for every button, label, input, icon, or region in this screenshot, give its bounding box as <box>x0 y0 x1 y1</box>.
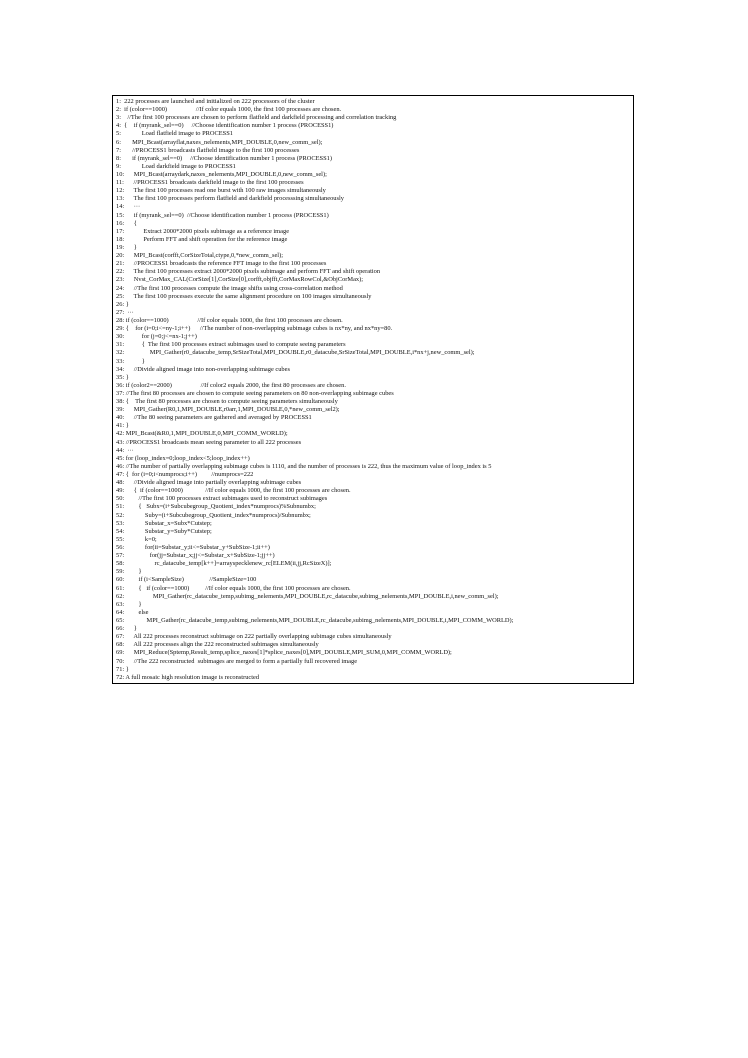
code-line: 57: for(jj=Substar_x;jj<=Substar_x+SubSize-1;jj++) <box>116 552 275 560</box>
code-line: 10: MPI_Bcast(arraydark,naxes_nelements,MPI_DOUBLE,0,new_comm_sel); <box>116 170 327 178</box>
code-line: 70: //The 222 reconstructed subimages are merged to form a partially full recovered image <box>116 657 358 665</box>
code-line: 40: //The 80 seeing parameters are gathered and averaged by PROCESS1 <box>116 414 312 422</box>
code-line: 14: ··· <box>116 203 141 211</box>
code-line: 59: } <box>116 568 142 576</box>
code-line: 58: rc_datacube_temp[k++]=arrayspecklenew_rc[ELEM(ii,jj,RcSizeX)]; <box>116 560 332 568</box>
code-line: 66: } <box>116 625 137 633</box>
code-line: 1: 222 processes are launched and initialized on 222 processors of the cluster <box>116 98 315 105</box>
code-line: 27: ··· <box>116 308 134 316</box>
code-line: 36: if (color2==2000) //If color2 equals 2000, the first 80 processes are chosen. <box>116 381 346 389</box>
code-line: 62: MPI_Gather(rc_datacube_temp,subimg_nelements,MPI_DOUBLE,rc_datacube,subimg_nelements,MPI_DOUBLE,i,new_comm_sel); <box>116 592 499 600</box>
code-line: 21: //PROCESS1 broadcasts the reference FFT image to the first 100 processes <box>116 260 327 268</box>
code-line: 64: else <box>116 608 149 616</box>
code-line: 33: } <box>116 357 145 365</box>
code-line: 34: //Divide aligned image into non-overlapping subimage cubes <box>116 365 290 373</box>
code-line: 39: MPI_Gather(R0,1,MPI_DOUBLE,r0arr,1,MPI_DOUBLE,0,*new_comm_sel2); <box>116 406 340 414</box>
code-line: 72: A full mosaic high resolution image is reconstructed <box>116 673 260 681</box>
code-line: 5: Load flatfield image to PROCESS1 <box>116 130 233 138</box>
code-line: 71: } <box>116 665 129 673</box>
code-line: 63: } <box>116 600 142 608</box>
code-line: 8: if (myrank_sel==0) //Choose identification number 1 process (PROCESS1) <box>116 154 332 162</box>
code-line: 28: if (color==1000) //If color equals 1000, the first 100 processes are chosen. <box>116 316 343 324</box>
code-line: 18: Perform FFT and shift operation for the reference image <box>116 235 288 243</box>
code-line: 44: ··· <box>116 446 134 454</box>
code-line: 51: { Subx=(i+Subcubegroup_Quotient_index*numprocs)%Subnumbx; <box>116 503 316 511</box>
code-line: 53: Substar_x=Subx*Cutstep; <box>116 519 212 527</box>
code-line: 15: if (myrank_sel==0) //Choose identification number 1 process (PROCESS1) <box>116 211 329 219</box>
code-line: 12: The first 100 processes read one burst with 100 raw images simultaneously <box>116 187 326 195</box>
code-line: 24: //The first 100 processes compute the image shifts using cross-correlation method <box>116 284 343 292</box>
code-line: 37: //The first 80 processes are chosen to compute seeing parameters on 80 non-overlapping subimage cubes <box>116 389 394 397</box>
code-line: 9: Load darkfield image to PROCESS1 <box>116 162 236 170</box>
code-line: 26: } <box>116 300 129 308</box>
code-line: 19: } <box>116 243 137 251</box>
algorithm-code-box <box>112 95 634 684</box>
code-line: 69: MPI_Reduce(Sptemp,Result_temp,splice_naxes[1]*splice_naxes[0],MPI_DOUBLE,MPI_SUM,0,MPI_COMM_WORLD); <box>116 649 452 657</box>
code-line: 48: //Divide aligned image into partially overlapping subimage cubes <box>116 479 302 487</box>
code-line: 50: //The first 100 processes extract subimages used to reconstruct subimages <box>116 495 328 503</box>
code-line: 3: //The first 100 processes are chosen to perform flatfield and darkfield processing and correlation tracking <box>116 114 397 122</box>
code-line: 43: //PROCESS1 broadcasts mean seeing parameter to all 222 processes <box>116 438 302 446</box>
code-line: 55: k=0; <box>116 535 157 543</box>
code-line: 6: MPI_Bcast(arrayflat,naxes_nelements,MPI_DOUBLE,0,new_comm_sel); <box>116 138 323 146</box>
code-line: 23: Nvst_CorMax_CAL(CorSize[1],CorSize[0],corfft,objfft,CorMaxRowCol,&ObjCorMax); <box>116 276 364 284</box>
code-line: 47: { for (i=0;i<numprocs;i++) //numprocs=222 <box>116 471 254 479</box>
code-line: 41: } <box>116 422 129 430</box>
code-line: 67: All 222 processes reconstruct subimage on 222 partially overlapping subimage cubes simultaneously <box>116 633 392 641</box>
code-line: 54: Substar_y=Suby*Cutstep; <box>116 527 212 535</box>
code-line: 42: MPI_Bcast(&R0,1,MPI_DOUBLE,0,MPI_COMM_WORLD); <box>116 430 288 438</box>
code-line: 56: for(ii=Substar_y;ii<=Substar_y+SubSize-1;ii++) <box>116 544 270 552</box>
code-line: 17: Extract 2000*2000 pixels subimage as a reference image <box>116 227 290 235</box>
code-line: 32: MPI_Gather(r0_datacube_temp,SrSizeTotal,MPI_DOUBLE,r0_datacube,SrSizeTotal,MPI_DOUBLE,i*nx+j,new_comm_sel); <box>116 349 475 357</box>
code-line: 20: MPI_Bcast(corfft,CorSizeTotal,ctype,0,*new_comm_sel); <box>116 252 283 260</box>
code-line: 30: for (j=0;j<=nx-1;j++) <box>116 333 197 341</box>
code-line: 13: The first 100 processes perform flatfield and darkfield processsing simultaneously <box>116 195 344 203</box>
code-line: 31: { The first 100 processes extract subimages used to compute seeing parameters <box>116 341 346 349</box>
code-line: 60: if (i<SampleSize) //SampleSize=100 <box>116 576 257 584</box>
code-line: 65: MPI_Gather(rc_datacube_temp,subimg_nelements,MPI_DOUBLE,rc_datacube,subimg_nelements,MPI_DOUBLE,i,MPI_COMM_WORLD); <box>116 617 514 624</box>
code-line: 11: //PROCESS1 broadcasts darkfield image to the first 100 processes <box>116 179 304 187</box>
code-line: 4: { if (myrank_sel==0) //Choose identification number 1 process (PROCESS1) <box>116 122 334 130</box>
code-line: 35: } <box>116 373 129 381</box>
code-line: 29: { for (i=0;i<=ny-1;i++) //The number of non-overlapping subimage cubes is nx*ny, and nx*ny=80. <box>116 325 393 333</box>
code-line: 7: //PROCESS1 broadcasts flatfield image to the first 100 processes <box>116 146 300 154</box>
code-line: 49: { if (color==1000) //If color equals 1000, the first 100 processes are chosen. <box>116 487 351 495</box>
code-line: 61: { if (color==1000) //If color equals 1000, the first 100 processes are chosen. <box>116 584 351 592</box>
code-line: 45: for (loop_index=0;loop_index<5;loop_index++) <box>116 454 250 462</box>
code-line: 38: { The first 80 processes are chosen to compute seeing parameters simultaneously <box>116 398 338 406</box>
code-line: 22: The first 100 processes extract 2000*2000 pixels subimage and perform FFT and shift operation <box>116 268 381 276</box>
code-line: 2: if (color==1000) //If color equals 1000, the first 100 processes are chosen. <box>116 106 342 114</box>
code-line: 68: All 222 processes align the 222 reconstructed subimages simultaneously <box>116 641 319 649</box>
code-line: 25: The first 100 processes execute the same alignment procedure on 100 images simultaneously <box>116 292 372 300</box>
code-line: 16: { <box>116 219 137 227</box>
code-line: 52: Suby=(i+Subcubegroup_Quotient_index*numprocs)/Subnumbx; <box>116 511 311 519</box>
code-line: 46: //The number of partially overlapping subimage cubes is 1110, and the number of processes is 222, thus the maximum value of loop_index is 5 <box>116 462 492 470</box>
